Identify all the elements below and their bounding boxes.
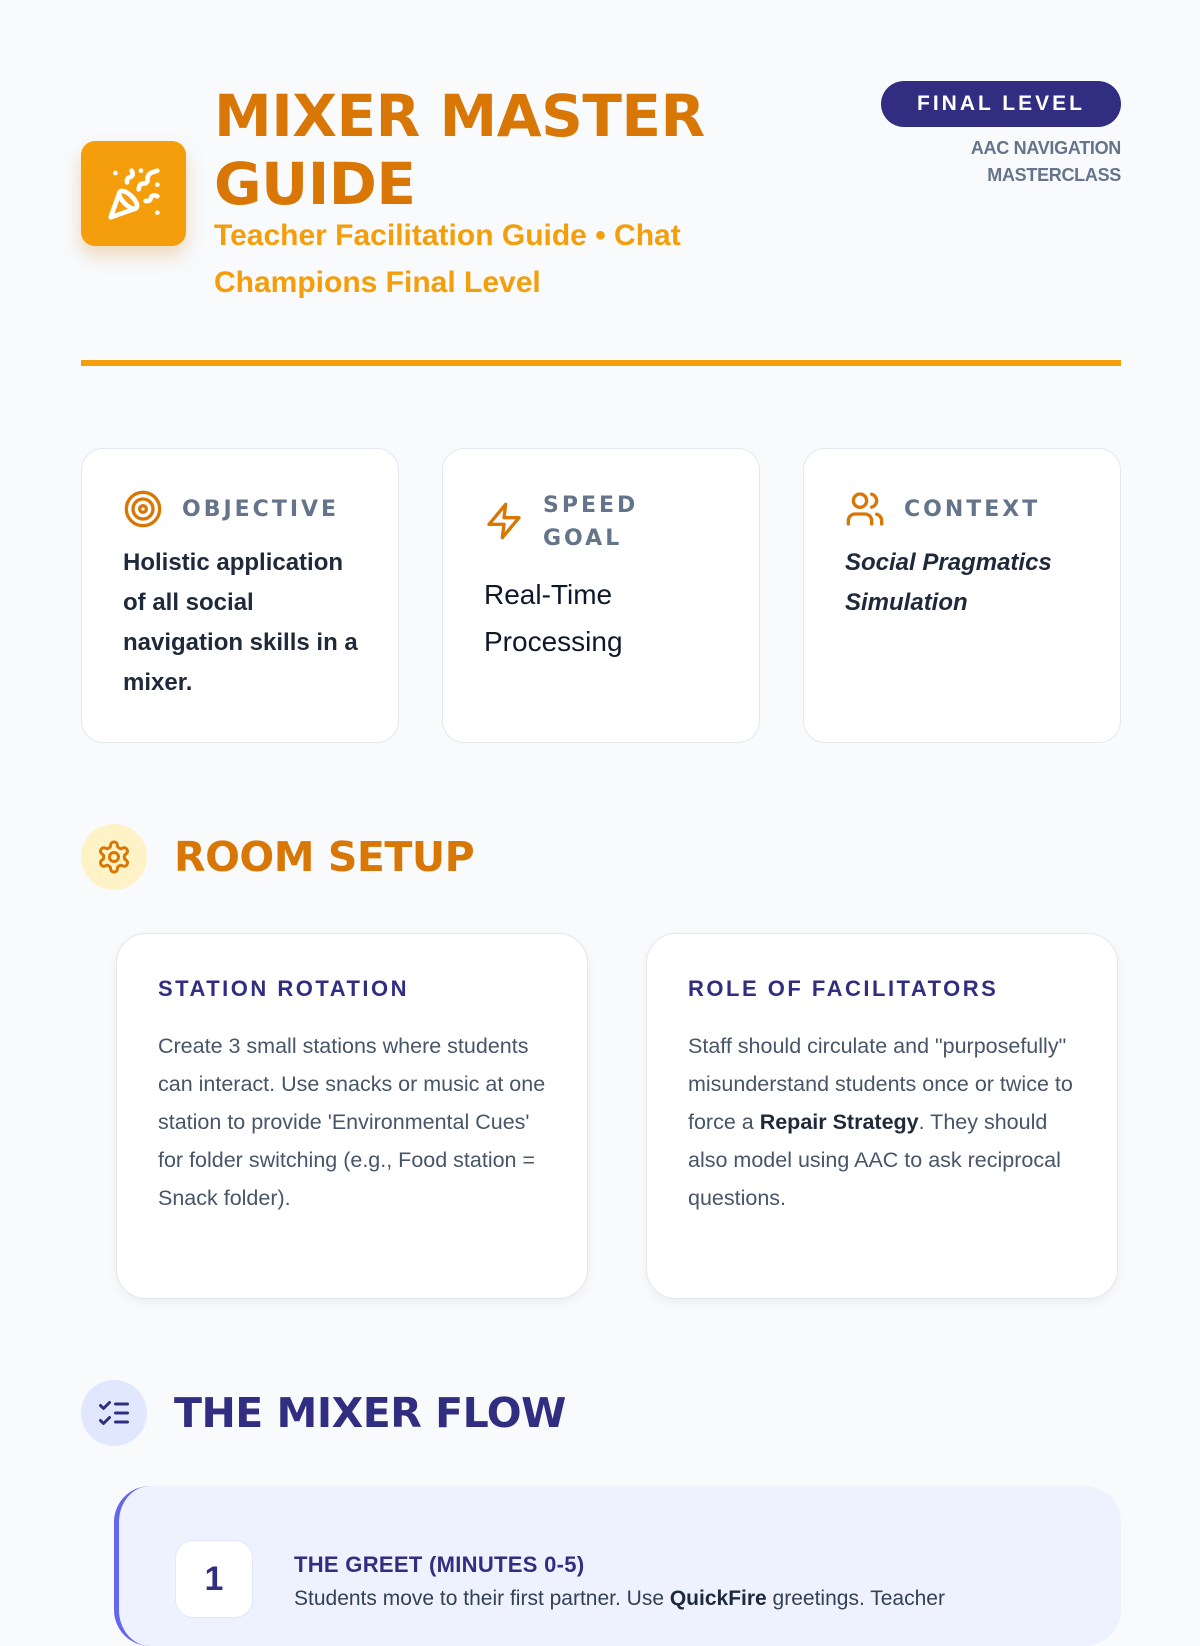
course-name: AAC NAVIGATION MASTERCLASS xyxy=(970,138,1121,185)
room-setup-title: ROOM SETUP xyxy=(174,833,475,881)
speed-goal-card xyxy=(442,448,760,743)
users-icon xyxy=(845,489,885,529)
context-label: CONTEXT xyxy=(904,497,1041,522)
repair-strategy-term: Repair Strategy xyxy=(759,1110,919,1134)
info-cards xyxy=(81,448,1121,743)
objective-text: Holistic application of all social navigation skills in a mixer. xyxy=(123,549,358,696)
quickfire-term: QuickFire xyxy=(669,1587,767,1610)
station-rotation-text: Create 3 small stations where students can interact. Use snacks or music at one station to provide 'Environmental Cues' for folder switching (e.g., Food station = Snack folder). xyxy=(158,1034,546,1210)
party-popper-icon xyxy=(81,141,186,246)
speed-goal-label: SPEED GOAL xyxy=(543,493,639,551)
context-card xyxy=(803,448,1121,743)
context-text: Social Pragmatics Simulation xyxy=(845,549,1052,616)
facilitators-text: Staff should circulate and "purposefully" misunderstand students once or twice to force a Repair Strategy. They should also model using AAC to ask reciprocal questions. xyxy=(688,1034,1073,1210)
header xyxy=(81,0,1121,368)
flow-step xyxy=(114,1486,1121,1646)
facilitators-title: ROLE OF FACILITATORS xyxy=(688,976,999,1001)
page-subtitle: Teacher Facilitation Guide • Chat Champions Final Level xyxy=(214,219,681,299)
objective-card xyxy=(81,448,399,743)
lightning-icon xyxy=(484,501,524,541)
station-rotation-title: STATION ROTATION xyxy=(158,976,410,1001)
station-rotation-card xyxy=(116,933,588,1299)
mixer-flow-title: THE MIXER FLOW xyxy=(174,1389,566,1437)
checklist-icon xyxy=(81,1380,147,1446)
guide-page xyxy=(81,0,1121,1610)
step-title: THE GREET (MINUTES 0-5) xyxy=(294,1552,585,1577)
final-level-badge: FINAL LEVEL xyxy=(881,81,1121,127)
gear-icon xyxy=(81,824,147,890)
step-text: Students move to their first partner. Use QuickFire greetings. Teacher xyxy=(294,1587,945,1610)
target-icon xyxy=(123,489,163,529)
facilitators-card xyxy=(646,933,1118,1299)
speed-goal-text: Real-Time Processing xyxy=(484,579,623,657)
objective-label: OBJECTIVE xyxy=(182,497,340,522)
header-divider xyxy=(81,360,1121,366)
step-number: 1 xyxy=(175,1540,253,1618)
page-title: MIXER MASTER GUIDE xyxy=(214,82,705,218)
